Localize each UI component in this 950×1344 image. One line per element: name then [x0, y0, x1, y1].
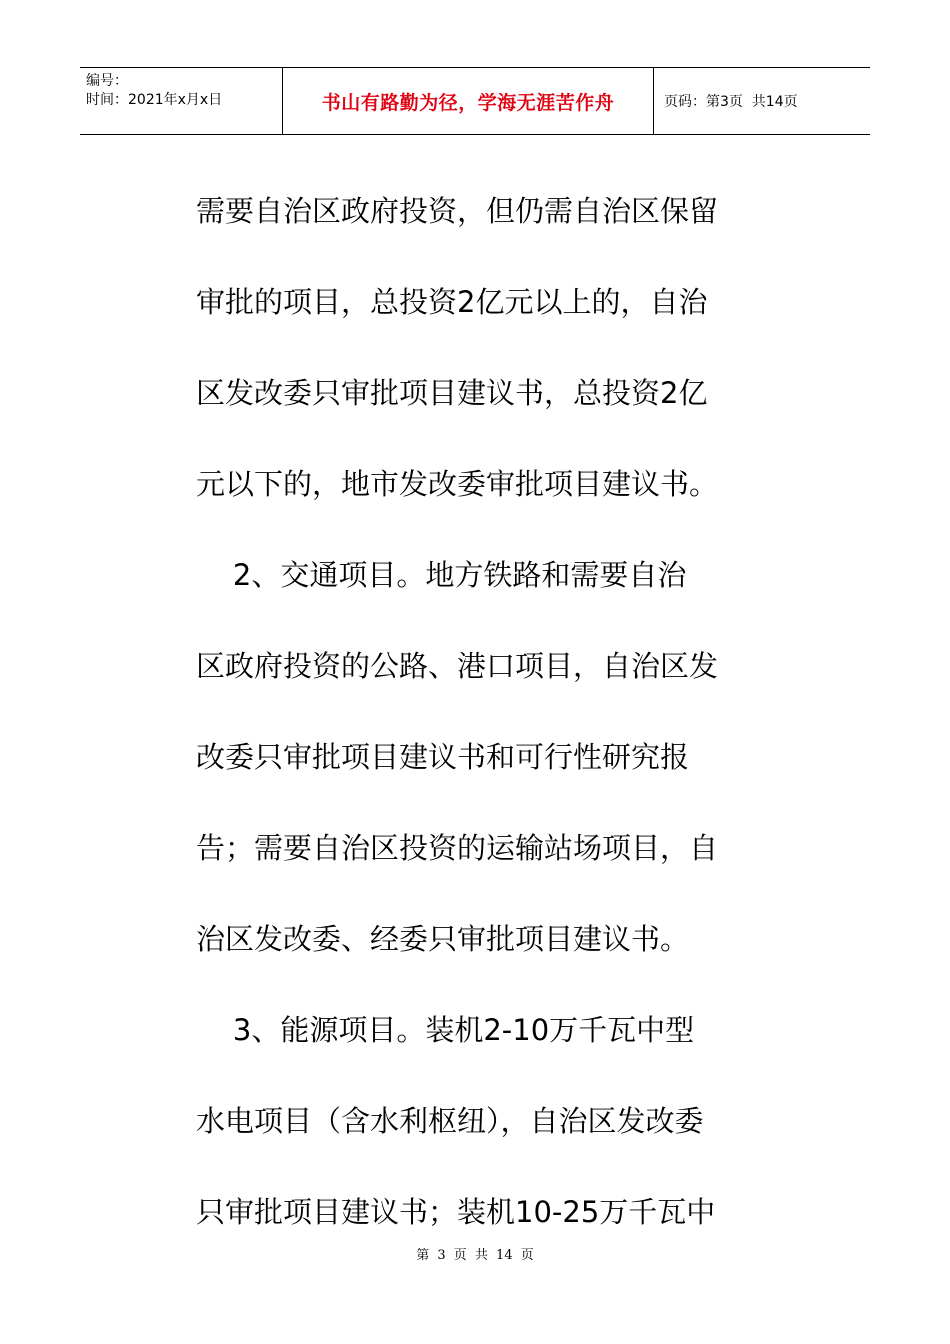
- header-page-label: 页码：第3页 共14页: [664, 94, 798, 110]
- body-line: 治区发改委、经委只审批项目建议书。: [196, 922, 690, 956]
- body-line: 区政府投资的公路、港口项目，自治区发: [196, 649, 719, 683]
- body-line: 审批的项目，总投资2亿元以上的，自治: [196, 285, 708, 319]
- body-line: 3、能源项目。装机2-10万千瓦中型: [196, 1013, 695, 1047]
- document-time-label: 时间：2021年x月x日: [86, 92, 223, 108]
- header-meta: [80, 68, 282, 134]
- header-motto-cell: [282, 68, 654, 134]
- body-line: 改委只审批项目建议书和可行性研究报: [196, 740, 690, 774]
- page-footer: 第 3 页 共 14 页: [416, 1248, 534, 1263]
- page-header: [80, 67, 870, 135]
- document-number-label: 编号：: [86, 73, 128, 89]
- body-line: 告；需要自治区投资的运输站场项目，自: [196, 831, 719, 865]
- header-motto: 书山有路勤为径，学海无涯苦作舟: [321, 91, 615, 114]
- document-body: [196, 183, 756, 1275]
- body-line: 区发改委只审批项目建议书，总投资2亿: [196, 376, 708, 410]
- body-line: 需要自治区政府投资，但仍需自治区保留: [196, 194, 719, 228]
- body-line: 水电项目（含水利枢纽），自治区发改委: [196, 1104, 704, 1138]
- body-line: 元以下的，地市发改委审批项目建议书。: [196, 467, 719, 501]
- body-line: 2、交通项目。地方铁路和需要自治: [196, 558, 687, 592]
- body-line: 只审批项目建议书；装机10-25万千瓦中: [196, 1195, 716, 1229]
- header-page-cell: [654, 68, 870, 134]
